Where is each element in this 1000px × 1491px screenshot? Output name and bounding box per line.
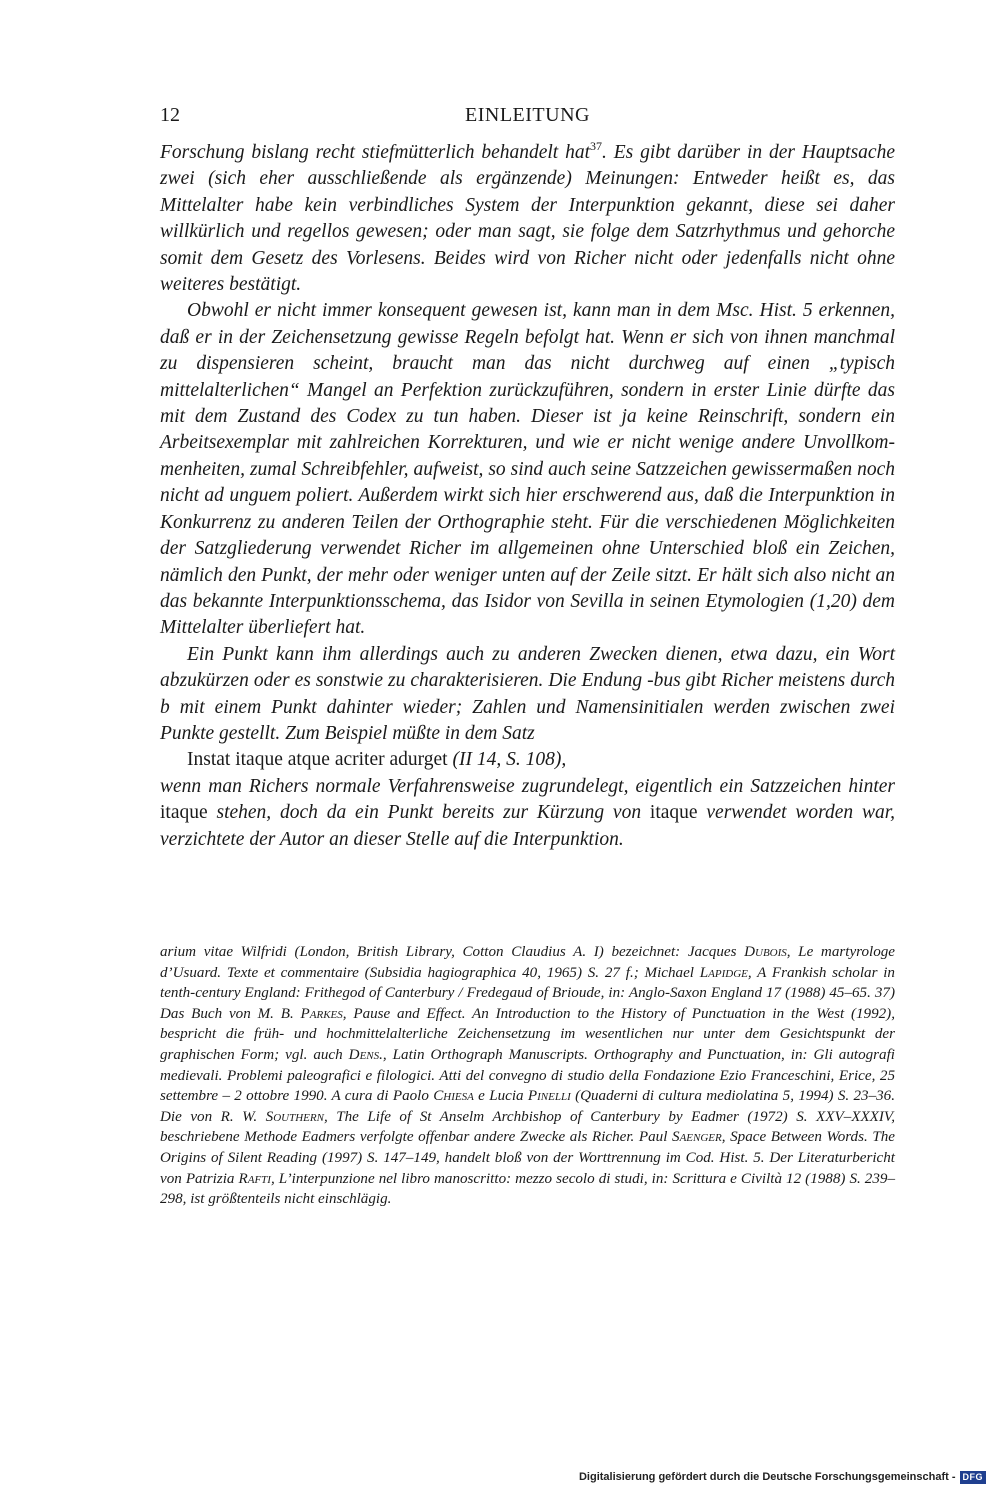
footnotes [160, 942, 895, 1210]
footnote-ref-37[interactable]: 37 [590, 139, 602, 153]
paragraph-4-text-a: wenn man Richers normale Verfahrensweise zugrundelegt, eigentlich ein Satzzeichen hinter [160, 775, 895, 797]
author-name: Chiesa [433, 1088, 474, 1105]
author-name: Parkes [300, 1005, 343, 1022]
author-name: Dens. [348, 1046, 383, 1063]
footnote-text: , Le martyrologe d’Usuard. Texte et commentaire (Subsidia hagiographica 40, 1965) S. 27 f.; Michael [160, 944, 895, 981]
latin-word-itaque-2: itaque [649, 802, 698, 824]
footnote-text: , The Life of St Anselm Archbishop of Canterbury by Eadmer (1972) S. XXV–XXXIV, beschriebene Methode Eadmers verfolgte offenbar andere Zwecke als Richer. Paul [160, 1108, 895, 1146]
footnote-text: arium vitae Wilfridi (London, British Library, Cotton Claudius A. I) bezeichnet: Jacques [160, 944, 745, 960]
paragraph-1 [160, 140, 895, 298]
paragraph-4 [160, 774, 895, 853]
author-name: Lapidge [699, 964, 748, 981]
latin-quote-text: Instat itaque atque acriter adurget [187, 749, 448, 771]
digitization-credit [579, 1469, 986, 1485]
chapter-title: EINLEITUNG [465, 104, 590, 126]
paragraph-1-text-a: Forschung bislang recht stiefmütterlich behandelt hat [160, 142, 590, 163]
footnote-text: , A Frankish scholar in tenth-century England: Frithegod of Canterbury / Fredegaud of Brioude, in: Anglo-Saxon England 17 (1988) 45–65. 37) Das Buch von M. B. [160, 964, 895, 1022]
footnote-text: (Quaderni di cultura mediolatina 5, 1994) S. 23–36. Die von R. W. [160, 1088, 895, 1125]
page-number: 12 [160, 104, 180, 126]
running-head [160, 100, 895, 130]
latin-word-itaque-1: itaque [160, 802, 208, 824]
dfg-logo: DFG [960, 1471, 987, 1484]
footnote-text: , Pause and Effect. An Introduction to the History of Punctuation in the West (1992), bespricht die früh- und hochmittelalterliche Zeichensetzung im wesentlichen nur unter dem Gesichtspunkt der graphischen Form; vgl. auch [160, 1005, 895, 1063]
latin-quote [160, 747, 895, 773]
paragraph-1-text-b: . Es gibt darüber in der Hauptsache zwei (sich eher ausschließende als ergänzende) Meinungen: Entweder heißt es, das Mittelalter habe kein verbindliches System der Interpunktion gekannt, diese sei daher willkürlich und regellos gewesen; oder man sagt, sie folge dem Satzrhythmus und gehorche somit dem Gesetz des Vorlesens. Beides wird von Richer nicht oder jedenfalls nicht ohne weiteres bestätigt. [160, 142, 895, 296]
author-name: Dubois [744, 944, 787, 960]
author-name: Saenger [672, 1129, 722, 1146]
paragraph-2: Obwohl er nicht immer konsequent gewesen ist, kann man in dem Msc. Hist. 5 erkennen, daß er in der Zeichensetzung gewisse Regeln befolgt hat. Wenn er sich von ihnen manchmal zu dispensieren scheint, braucht man das nicht durchweg auf einen „typisch mittelalterlichen“ Mangel an Perfektion zurückzuführen, sondern in erster Linie dürfte das mit dem Zustand des Codex zu tun haben. Dieser ist ja keine Reinschrift, sondern ein Arbeitsexemplar mit zahlreichen Korrekturen, und wie er nicht wenige andere Unvollkommenheiten, zumal Schreibfehler, aufweist, so sind auch seine Satzzeichen gewissermaßen noch nicht ad unguem poliert. Außerdem wirkt sich hier erschwerend aus, daß die Interpunktion in Konkurrenz zu anderen Teilen der Orthographie steht. Für die verschiedenen Möglichkeiten der Satzgliederung verwendet Richer im allgemeinen ohne Unterschied bloß ein Zeichen, nämlich den Punkt, der mehr oder weniger unten auf der Zeile sitzt. Er hält sich also nicht an das bekannte Interpunktionsschema, das Isidor von Sevilla in seinen Etymologien (1,20) dem Mittelalter überliefert hat. [160, 300, 895, 639]
author-name: Rafti [238, 1170, 271, 1187]
footnote-text: , L’interpunzione nel libro manoscritto: mezzo secolo di studi, in: Scrittura e Civiltà 12 (1988) S. 239–298, ist größtenteils nicht einschlägig. [160, 1170, 895, 1208]
paragraph-4-text-b: stehen, doch da ein Punkt bereits zur Kürzung von [207, 802, 650, 824]
footnote-text: , Latin Orthograph Manuscripts. Orthography and Punctuation, in: Gli autografi medievali. Problemi paleografici e filologici. Atti del convegno di studio della Fondazione Ezio Franceschini, Erice, 25 settembre – 2 ottobre 1990. A cura di Paolo [160, 1046, 895, 1105]
paragraph-4-text-c: verwendet worden war, verzichtete der Autor an dieser Stelle auf die Interpunktion. [160, 802, 895, 850]
author-name: Southern [265, 1108, 324, 1125]
footnote-block [160, 942, 895, 1210]
footnote-text: e Lucia [473, 1088, 528, 1105]
paragraph-3: Ein Punkt kann ihm allerdings auch zu anderen Zwecken dienen, etwa dazu, ein Wort abzukürzen oder es sonstwie zu charakterisieren. Die Endung -bus gibt Richer meistens durch b mit einem Punkt dahinter wieder; Zahlen und Namensinitialen werden zwischen zwei Punkte gestellt. Zum Beispiel müßte in dem Satz [160, 643, 895, 744]
author-name: Pinelli [527, 1088, 571, 1105]
latin-quote-reference: (II 14, S. 108), [447, 749, 567, 771]
credit-text: Digitalisierung gefördert durch die Deutsche Forschungsgemeinschaft - [578, 1471, 956, 1483]
main-text [160, 140, 895, 853]
footnote-text: , Space Between Words. The Origins of Silent Reading (1997) S. 147–149, handelt bloß von der Worttrennung im Cod. Hist. 5. Der Literaturbericht von Patrizia [160, 1129, 895, 1187]
